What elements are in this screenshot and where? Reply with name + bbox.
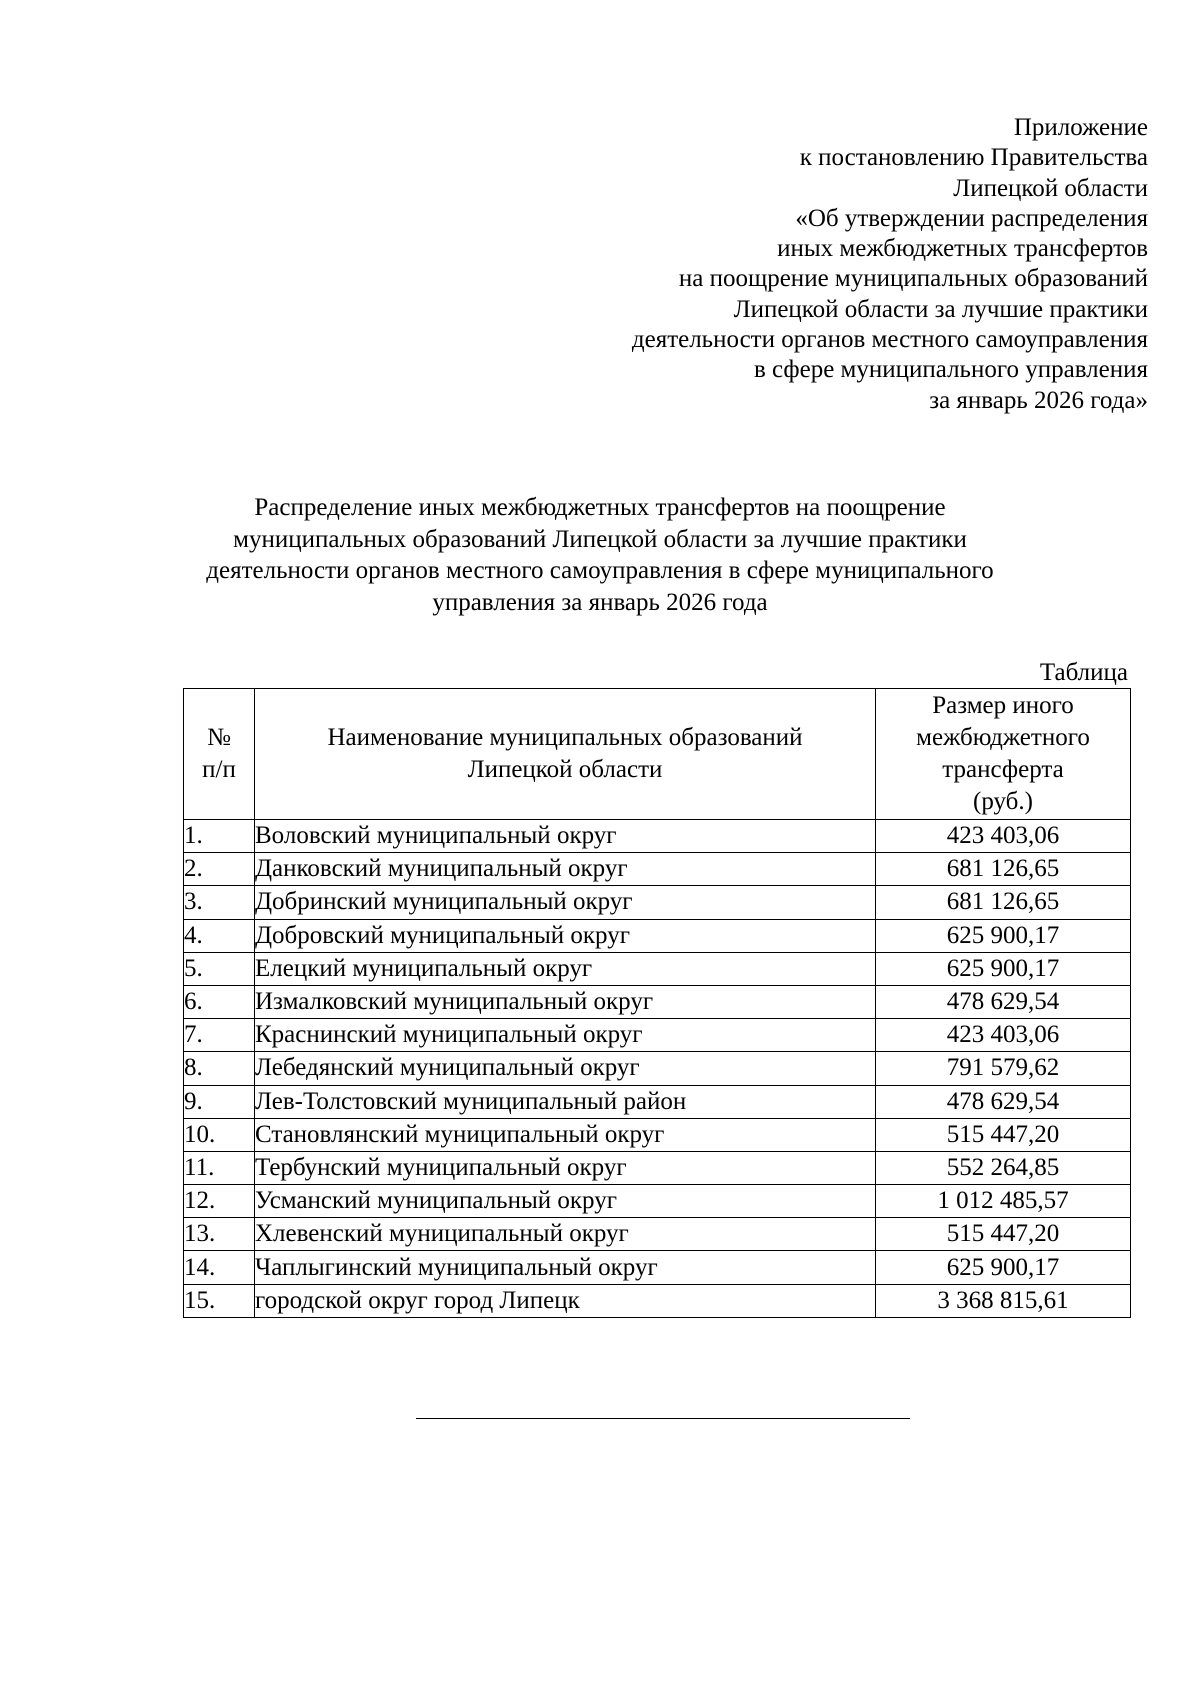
table-header-row [184,689,1131,820]
end-divider [416,1418,910,1419]
row-number: 11. [184,1151,255,1184]
table-row [184,886,1131,919]
appendix-line: на поощрение муниципальных образований [678,265,1148,293]
appendix-line: иных межбюджетных трансфертов [777,235,1148,263]
row-amount: 3 368 815,61 [876,1284,1131,1317]
row-amount: 515 447,20 [876,1218,1131,1251]
table-row [184,820,1131,853]
row-name: Добровский муниципальный округ [255,919,876,952]
row-amount: 625 900,17 [876,1251,1131,1284]
appendix-line: в сфере муниципального управления [753,356,1148,384]
table-row [184,952,1131,985]
row-number: 2. [184,853,255,886]
row-number: 15. [184,1284,255,1317]
row-name: Краснинский муниципальный округ [255,1019,876,1052]
row-number: 14. [184,1251,255,1284]
row-amount: 681 126,65 [876,853,1131,886]
row-name: Добринский муниципальный округ [255,886,876,919]
row-number: 12. [184,1185,255,1218]
row-amount: 478 629,54 [876,985,1131,1018]
row-number: 8. [184,1052,255,1085]
title-line: деятельности органов местного самоуправления в сфере муниципального [206,557,994,584]
table-row [184,1118,1131,1151]
row-amount: 515 447,20 [876,1118,1131,1151]
table-row [184,1151,1131,1184]
table-row [184,1052,1131,1085]
header-amount: Размер иного межбюджетного трансферта (руб.) [876,689,1131,820]
row-number: 3. [184,886,255,919]
row-name: Измалковский муниципальный округ [255,985,876,1018]
table-row [184,1218,1131,1251]
row-name: Данковский муниципальный округ [255,853,876,886]
row-name: Лев-Толстовский муниципальный район [255,1085,876,1118]
row-number: 6. [184,985,255,1018]
table-row [184,1185,1131,1218]
row-amount: 625 900,17 [876,952,1131,985]
row-name: Становлянский муниципальный округ [255,1118,876,1151]
table-row [184,919,1131,952]
row-number: 7. [184,1019,255,1052]
title-line: управления за январь 2026 года [432,588,768,616]
title-line: Распределение иных межбюджетных трансфертов на поощрение [254,494,946,521]
appendix-line: Приложение [1013,114,1148,141]
row-amount: 1 012 485,57 [876,1185,1131,1218]
row-name: городской округ город Липецк [255,1284,876,1317]
header-number: № п/п [184,689,255,820]
table-row [184,1019,1131,1052]
table-row [184,853,1131,886]
row-name: Чаплыгинский муниципальный округ [255,1251,876,1284]
row-amount: 478 629,54 [876,1085,1131,1118]
table-row [184,1085,1131,1118]
appendix-line: «Об утверждении распределения [795,204,1148,232]
document-title [150,492,1050,618]
row-amount: 791 579,62 [876,1052,1131,1085]
row-number: 10. [184,1118,255,1151]
row-amount: 423 403,06 [876,1019,1131,1052]
table-label: Таблица [1039,659,1128,686]
row-name: Тербунский муниципальный округ [255,1151,876,1184]
row-number: 9. [184,1085,255,1118]
title-line: муниципальных образований Липецкой области за лучшие практики [233,525,967,553]
row-name: Усманский муниципальный округ [255,1185,876,1218]
table-row [184,1284,1131,1317]
table-row [184,985,1131,1018]
row-number: 13. [184,1218,255,1251]
row-name: Елецкий муниципальный округ [255,952,876,985]
row-amount: 552 264,85 [876,1151,1131,1184]
row-name: Лебедянский муниципальный округ [255,1052,876,1085]
row-name: Воловский муниципальный округ [255,820,876,853]
appendix-line: деятельности органов местного самоуправления [631,326,1148,354]
row-number: 1. [184,820,255,853]
row-amount: 625 900,17 [876,919,1131,952]
appendix-line: Липецкой области [953,174,1148,202]
header-name: Наименование муниципальных образований Липецкой области [255,689,876,820]
distribution-table [183,688,1131,1318]
appendix-line: Липецкой области за лучшие практики [733,295,1148,323]
row-name: Хлевенский муниципальный округ [255,1218,876,1251]
row-amount: 681 126,65 [876,886,1131,919]
appendix-line: за январь 2026 года» [929,386,1148,414]
appendix-line: к постановлению Правительства [799,144,1148,172]
row-number: 4. [184,919,255,952]
row-number: 5. [184,952,255,985]
table-row [184,1251,1131,1284]
appendix-block [448,113,1148,416]
row-amount: 423 403,06 [876,820,1131,853]
